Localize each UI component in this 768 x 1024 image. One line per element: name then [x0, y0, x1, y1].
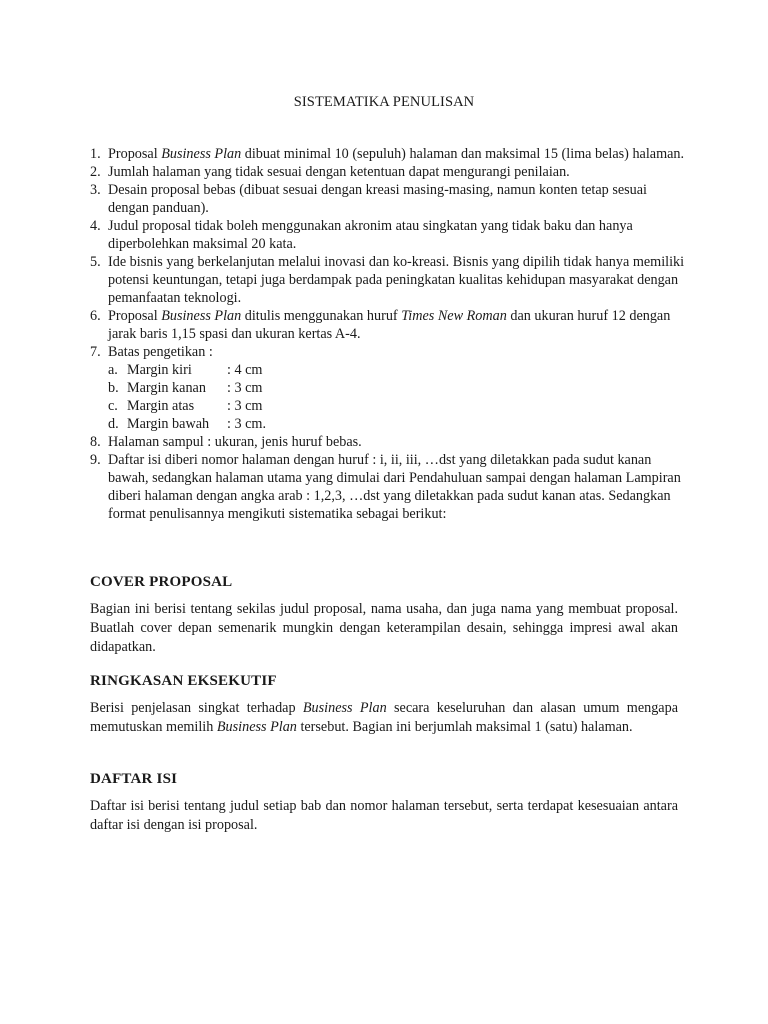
- margin-value: : 3 cm: [227, 380, 263, 396]
- margin-label: Margin atas: [127, 398, 195, 414]
- margin-label: Margin kiri: [127, 362, 192, 378]
- list-text: [108, 182, 647, 216]
- list-item: [90, 433, 690, 451]
- text-run: Desain proposal bebas (dibuat sesuai dengan kreasi masing-masing, namun konten tetap sesuai dengan panduan).: [108, 182, 647, 216]
- text-run: Daftar isi diberi nomor halaman dengan huruf : i, ii, iii, …dst yang diletakkan pada sudut kanan bawah, sedangkan halaman utama yang dimulai dari Pendahuluan sampai dengan halaman Lampiran diberi halaman dengan angka arab : 1,2,3, …dst yang diletakkan pada sudut kanan atas. Sedangkan format penulisannya mengikuti sistematika sebagai berikut:: [108, 452, 681, 522]
- list-number: 2.: [90, 164, 101, 180]
- list-text: [108, 452, 681, 522]
- list-text: [108, 434, 362, 450]
- margin-value: : 3 cm.: [227, 416, 267, 432]
- sub-list-item: [108, 361, 690, 379]
- list-text: [108, 344, 213, 360]
- text-run: Proposal: [108, 146, 162, 162]
- italic-term: Business Plan: [216, 719, 297, 735]
- section-heading: COVER PROPOSAL: [90, 574, 233, 590]
- text-run: Ide bisnis yang berkelanjutan melalui inovasi dan ko-kreasi. Bisnis yang dipilih tidak hanya memiliki potensi keuntungan, tetapi juga berdampak pada peningkatan kualitas kehidupan masyarakat dengan pemanfaatan teknologi.: [108, 254, 685, 306]
- list-number: 1.: [90, 146, 101, 162]
- margin-value: : 3 cm: [227, 398, 263, 414]
- sub-list-letter: a.: [108, 362, 118, 378]
- list-number: 3.: [90, 182, 101, 198]
- list-number: 5.: [90, 254, 101, 270]
- list-item: [90, 217, 690, 253]
- text-run: tersebut. Bagian ini berjumlah maksimal 1 (satu) halaman.: [296, 719, 633, 735]
- section-ringkasan-eksekutif: [90, 672, 678, 737]
- sub-list-letter: c.: [108, 398, 118, 414]
- italic-term: Business Plan: [161, 308, 242, 324]
- sub-list-letter: d.: [108, 416, 119, 432]
- list-text: [108, 146, 684, 162]
- sub-list-item: [108, 415, 690, 433]
- numbered-list: [90, 145, 690, 523]
- list-item: [90, 181, 690, 217]
- list-number: 4.: [90, 218, 101, 234]
- italic-term: Business Plan: [302, 700, 387, 716]
- margin-value: : 4 cm: [227, 362, 263, 378]
- text-run: secara keseluruhan dan alasan umum mengapa memutuskan memilih: [90, 700, 678, 735]
- text-run: ditulis menggunakan huruf: [241, 308, 402, 324]
- text-run: Jumlah halaman yang tidak sesuai dengan ketentuan dapat mengurangi penilaian.: [108, 164, 570, 180]
- section-daftar-isi: [90, 770, 678, 835]
- list-text: [108, 254, 684, 306]
- list-number: 8.: [90, 434, 101, 450]
- list-text: [108, 308, 670, 342]
- section-paragraph: [90, 600, 678, 657]
- sub-list-item: [108, 397, 690, 415]
- text-run: Berisi penjelasan singkat terhadap: [90, 700, 303, 716]
- italic-term: Times New Roman: [401, 308, 507, 324]
- text-run: Bagian ini berisi tentang sekilas judul proposal, nama usaha, dan juga nama yang membuat proposal. Buatlah cover depan semenarik mungkin dengan keterampilan desain, sehingga impresi awal akan didapatkan.: [90, 601, 678, 655]
- list-number: 6.: [90, 308, 101, 324]
- text-run: Daftar isi berisi tentang judul setiap bab dan nomor halaman tersebut, serta terdapat kesesuaian antara daftar isi dengan isi proposal.: [90, 798, 678, 833]
- text-run: dan ukuran huruf 12 dengan jarak baris 1,15 spasi dan ukuran kertas A-4.: [108, 308, 671, 342]
- list-text: [108, 164, 570, 180]
- list-number: 9.: [90, 452, 101, 468]
- list-item: [90, 307, 690, 343]
- list-item: [90, 451, 690, 523]
- page-title: SISTEMATIKA PENULISAN: [293, 94, 475, 110]
- sub-list-letter: b.: [108, 380, 119, 396]
- text-run: Batas pengetikan :: [108, 344, 213, 360]
- sub-list-item: [108, 379, 690, 397]
- list-item: [90, 145, 690, 163]
- text-run: Halaman sampul : ukuran, jenis huruf bebas.: [108, 434, 362, 450]
- italic-term: Business Plan: [161, 146, 242, 162]
- section-heading: RINGKASAN EKSEKUTIF: [90, 673, 277, 689]
- margin-label: Margin bawah: [127, 416, 210, 432]
- list-item: [90, 163, 690, 181]
- section-paragraph: [90, 797, 678, 835]
- list-text: [108, 218, 633, 252]
- text-run: Proposal: [108, 308, 162, 324]
- margin-label: Margin kanan: [127, 380, 206, 396]
- list-number: 7.: [90, 344, 101, 360]
- section-paragraph: [90, 699, 678, 737]
- section-cover-proposal: [90, 573, 678, 657]
- sub-list: [108, 361, 690, 433]
- section-heading: DAFTAR ISI: [90, 771, 178, 787]
- list-item: [90, 343, 690, 433]
- text-run: dibuat minimal 10 (sepuluh) halaman dan maksimal 15 (lima belas) halaman.: [241, 146, 685, 162]
- list-item: [90, 253, 690, 307]
- text-run: Judul proposal tidak boleh menggunakan akronim atau singkatan yang tidak baku dan hanya diperbolehkan maksimal 20 kata.: [108, 218, 633, 252]
